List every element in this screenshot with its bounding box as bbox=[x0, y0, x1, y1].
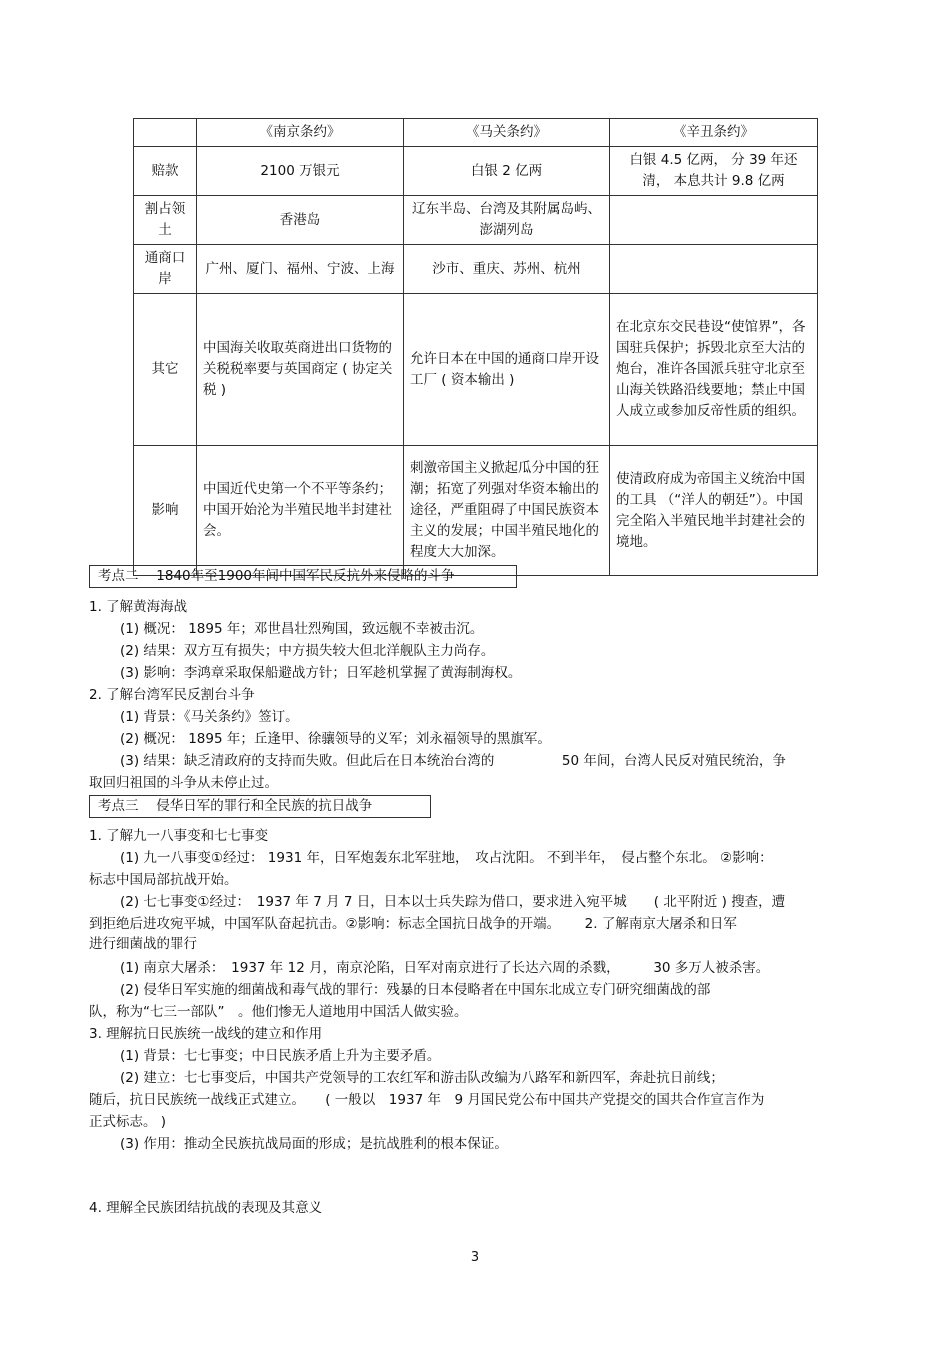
text-line: 标志中国局部抗战开始。 bbox=[89, 872, 238, 888]
text-line: 2. 了解台湾军民反割台斗争 bbox=[89, 687, 255, 703]
table-header-cell: 《南京条约》 bbox=[197, 119, 404, 147]
table-header-row bbox=[134, 119, 818, 147]
table-cell: 广州、厦门、福州、宁波、上海 bbox=[197, 245, 404, 294]
table-cell: 白银 2 亿两 bbox=[404, 147, 610, 196]
section3-title-box: 考点三 侵华日军的罪行和全民族的抗日战争 bbox=[89, 795, 431, 818]
text-line: (3) 结果：缺乏清政府的支持而失败。但此后在日本统治台湾的 50 年间，台湾人民反对殖民统治，争 bbox=[120, 753, 786, 769]
text-line: (2) 建立：七七事变后，中国共产党领导的工农红军和游击队改编为八路军和新四军，奔赴抗日前线； bbox=[120, 1070, 724, 1086]
table-row bbox=[134, 446, 818, 576]
table-cell: 允许日本在中国的通商口岸开设工厂 ( 资本输出 ) bbox=[404, 294, 610, 446]
table-cell: 白银 4.5 亿两， 分 39 年还清， 本息共计 9.8 亿两 bbox=[610, 147, 818, 196]
table-cell: 辽东半岛、台湾及其附属岛屿、澎湖列岛 bbox=[404, 196, 610, 245]
section2-title-box: 考点二 1840年至1900年间中国军民反抗外来侵略的斗争 bbox=[89, 565, 517, 588]
table-row bbox=[134, 196, 818, 245]
text-line: (2) 概况： 1895 年；丘逢甲、徐骧领导的义军；刘永福领导的黑旗军。 bbox=[120, 731, 551, 747]
text-line: (2) 七七事变①经过： 1937 年 7 月 7 日，日本以士兵失踪为借口，要求进入宛平城 ( 北平附近 ) 搜查，遭 bbox=[120, 894, 786, 910]
table-cell: 使清政府成为帝国主义统治中国的工具 （“洋人的朝廷”）。中国完全陷入半殖民地半封建社会的境地。 bbox=[610, 446, 818, 576]
table-cell: 在北京东交民巷设“使馆界”，各国驻兵保护；拆毁北京至大沽的炮台，准许各国派兵驻守北京至山海关铁路沿线要地；禁止中国人成立或参加反帝性质的组织。 bbox=[610, 294, 818, 446]
text-line: 到拒绝后进攻宛平城，中国军队奋起抗击。②影响：标志全国抗日战争的开端。 2. 了解南京大屠杀和日军 bbox=[89, 916, 737, 932]
table-header-cell: 《马关条约》 bbox=[404, 119, 610, 147]
table-cell: 中国近代史第一个不平等条约；中国开始沦为半殖民地半封建社会。 bbox=[197, 446, 404, 576]
text-line: (1) 九一八事变①经过： 1931 年，日军炮轰东北军驻地， 攻占沈阳。 不到半年， 侵占整个东北。 ②影响： bbox=[120, 850, 773, 866]
table-row bbox=[134, 147, 818, 196]
text-line: 正式标志。 ) bbox=[89, 1114, 167, 1130]
row-label: 影响 bbox=[134, 446, 197, 576]
table-cell: 2100 万银元 bbox=[197, 147, 404, 196]
treaty-comparison-table bbox=[133, 118, 818, 576]
table-header-cell bbox=[134, 119, 197, 147]
text-line: 1. 了解九一八事变和七七事变 bbox=[89, 828, 269, 844]
table-cell: 香港岛 bbox=[197, 196, 404, 245]
table-cell bbox=[610, 245, 818, 294]
text-line: 队，称为“七三一部队” 。他们惨无人道地用中国活人做实验。 bbox=[89, 1004, 468, 1020]
text-line: (3) 作用：推动全民族抗战局面的形成；是抗战胜利的根本保证。 bbox=[120, 1136, 508, 1152]
text-line: 1. 了解黄海海战 bbox=[89, 599, 188, 615]
table-cell: 刺激帝国主义掀起瓜分中国的狂潮；拓宽了列强对华资本输出的途径，严重阻碍了中国民族资本主义的发展；中国半殖民地化的程度大大加深。 bbox=[404, 446, 610, 576]
text-line: (1) 背景：《马关条约》签订。 bbox=[120, 709, 299, 725]
row-label: 割占领土 bbox=[134, 196, 197, 245]
text-line: (2) 侵华日军实施的细菌战和毒气战的罪行：残暴的日本侵略者在中国东北成立专门研究细菌战的部 bbox=[120, 982, 711, 998]
table-row bbox=[134, 294, 818, 446]
row-label: 赔款 bbox=[134, 147, 197, 196]
table-cell: 中国海关收取英商进出口货物的关税税率要与英国商定 ( 协定关税 ) bbox=[197, 294, 404, 446]
text-line: (1) 概况： 1895 年；邓世昌壮烈殉国，致远舰不幸被击沉。 bbox=[120, 621, 484, 637]
row-label: 其它 bbox=[134, 294, 197, 446]
text-line: (1) 南京大屠杀： 1937 年 12 月，南京沦陷，日军对南京进行了长达六周的杀戮， 30 多万人被杀害。 bbox=[120, 960, 770, 976]
table-cell bbox=[610, 196, 818, 245]
page-number: 3 bbox=[470, 1250, 480, 1265]
text-line: 取回归祖国的斗争从未停止过。 bbox=[89, 775, 278, 791]
table-cell: 沙市、重庆、苏州、杭州 bbox=[404, 245, 610, 294]
text-line: 3. 理解抗日民族统一战线的建立和作用 bbox=[89, 1026, 323, 1042]
text-line: (1) 背景：七七事变；中日民族矛盾上升为主要矛盾。 bbox=[120, 1048, 441, 1064]
table-row bbox=[134, 245, 818, 294]
row-label: 通商口岸 bbox=[134, 245, 197, 294]
text-line: (3) 影响：李鸿章采取保船避战方针；日军趁机掌握了黄海制海权。 bbox=[120, 665, 522, 681]
text-line: 进行细菌战的罪行 bbox=[89, 936, 197, 952]
table-header-cell: 《辛丑条约》 bbox=[610, 119, 818, 147]
text-line: (2) 结果：双方互有损失；中方损失较大但北洋舰队主力尚存。 bbox=[120, 643, 495, 659]
text-line: 随后，抗日民族统一战线正式建立。 ( 一般以 1937 年 9 月国民党公布中国共产党提交的国共合作宣言作为 bbox=[89, 1092, 765, 1108]
text-line: 4. 理解全民族团结抗战的表现及其意义 bbox=[89, 1200, 323, 1216]
